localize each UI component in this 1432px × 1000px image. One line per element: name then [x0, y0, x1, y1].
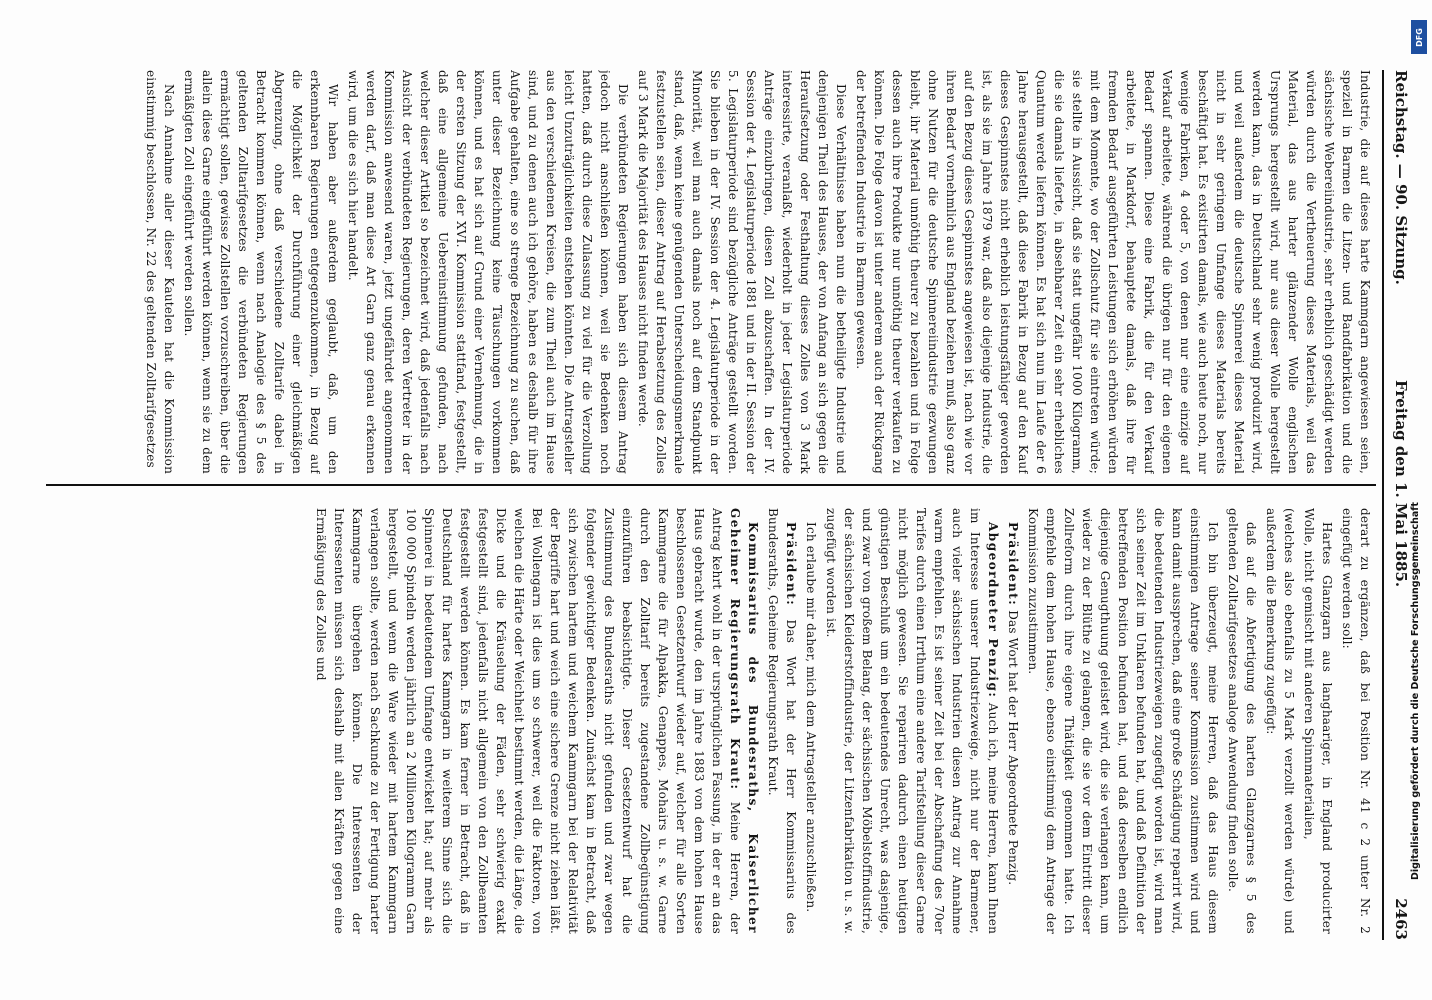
speech-text: Auch ich, meine Herren, kann Ihnen im Interesse unserer Industriezweige, nicht nur der Barmener, auch vieler sächsischen Industrien diesen Antrag zur Annahme warm empfehlen. Es ist seiner Zeit bei der Abschaffung des 70er Tarifes durch einen Irrthum eine andere Tarifstellung dieser Garne nicht möglich gewesen. Sie repariren dadurch einen heutigen günstigen Beschluß um ein bedeutendes Unrecht, was dasjenige, und zwar von großem Belang, der sächsischen Möbelstoffindustrie, der sächsischen Kleiderstoffindustrie, der Litzenfabrikation u. s. w. zugefügt worden ist. [824, 508, 1000, 934]
speech [822, 508, 1002, 934]
right-column [46, 508, 1374, 934]
paragraph: Ich erlaube mir daher, mich dem Antragsteller anzuschließen. [804, 522, 818, 913]
paragraph: Industrie, die auf dieses harte Kammgarn angewiesen seien, speziell in Barmen die Litzen- und Bandfabrikation und die sächsische Webereiindustrie, sehr erheblich geschädigt werden würden durch die Vertheuerung dieses Materials, weil das Material, das aus harter glänzender Wolle englischen Ursprungs hergestellt wird, nur aus dieser Wolle hergestellt werden kann, das in Deutschland sehr wenig produzirt wird, und weil außerdem die deutsche Spinnerei dieses Material nicht in sehr geringem Umfange dieses Materials bereits beschäftigt hat. Es existirten damals, wie auch heute noch, nur wenige Fabriken, 4 oder 5, von denen nur eine einzige auf Verkauf arbeitete, während die übrigen nur für den eigenen Bedarf spannen. Diese eine Fabrik, die für den Verkauf arbeitete, in Markdorf, behauptete damals, daß ihre für fremden Bedarf ausgeführten Leistungen sich erhöhen würden mit dem Momente, wo der Zollschutz für sie eintreten würde; sie stellte in Aussicht, daß sie statt ungefähr 1000 Kilogramm, die sie damals lieferte, in absehbarer Zeit ein sehr erhebliches Quantum werde liefern können. Es hat sich nun im Laufe der 6 Jahre herausgestellt, daß diese Fabrik in Bezug auf den Kauf dieses Gespinnstes nicht erheblich leistungsfähiger geworden ist, als sie im Jahre 1879 war, daß also diejenige Industrie, die auf den Bezug dieses Gespinnstes angewiesen ist, nach wie vor ihren Bedarf vornehmlich aus England beziehen muß, also ganz ohne Nutzen für die deutsche Spinnereiindustrie gezwungen bleibt, ihr Material unnöthig theurer zu bezahlen und in Folge dessen auch ihre Produkte nur unnöthig theurer verkaufen zu können. Die Folge davon ist unter anderem auch der Rückgang der betreffenden Industrie in Barmen gewesen. [854, 70, 1372, 474]
paragraph: Nach Annahme aller dieser Kautelen hat die Kommission einstimmig beschlossen, Nr. 22 des geltenden Zolltarifgesetzes [144, 70, 176, 474]
paragraph: Die verbündeten Regierungen haben sich diesem Antrag jedoch nicht anschließen können, weil sie Bedenken noch hatten, daß durch diese Zulassung zu viel für die Verzollung leicht Unzuträglichkeiten entstehen könnten. Die Antragsteller aus den verschiedenen Kreisen, die zum Theil auch im Hause sind, und zu denen auch ich gehöre, haben es deshalb für ihre Aufgabe gehalten, eine so strenge Bezeichnung zu suchen, daß unter dieser Bezeichnung keine Täuschungen vorkommen können, und es hat sich auf Grund einer Vernehmung, die in der ersten Sitzung der XVI. Kommission stattfand, festgestellt, daß eine allgemeine Uebereinstimmung gefunden, nach welcher dieser Artikel so bezeichnet wird, daß jedenfalls nach Ansicht der verbündeten Regierungen, deren Vertreter in der Kommission anwesend waren, jetzt ungefährdet angenommen werden darf, daß man diese Art Garn ganz genau erkennen wird, um die es sich hier handelt. [346, 70, 630, 474]
header-date: Freitag den 1. Mai 1885. [1392, 380, 1410, 588]
speech-text: Meine Herren, der Antrag kehrt wohl in der ursprünglichen Fassung, in der er an das Haus gebracht wurde, den im Jahre 1883 von dem hohen Hause beschlossenen Gesetzentwurf wieder auf, welcher für alle Sorten Kammgarne die für Alpakka, Genappes, Mohairs u. s. w. Garne durch den Zolltarif bereits zugestandene Zollbegünstigung einzuführen beabsichtigte. Dieser Gesetzentwurf hat die Zustimmung des Bundesraths nicht gefunden und zwar wegen folgender gewichtiger Bedenken. Zunächst kam in Betracht, daß sich zwischen hartem und weichem Kammgarn bei der Relativität der Begriffe hart und weich eine sichere Grenze nicht ziehen läßt. Bei Wollengarn ist dies um so schwerer, weil die Faktoren, von welchen die Härte oder Weichheit bestimmt werden, die Länge, die Dicke und die Kräuselung der Fäden, sehr schwierig exakt festgestellt sind, jedenfalls nicht allgemein von den Zollbeamten festgestellt werden können. Es kam ferner in Betracht, daß in Deutschland für hartes Kammgarn in weiterem Sinne sich die Spinnerei in bedeutendem Umfange entwickelt hat; auf mehr als 100 000 Spindeln werden jährlich an 2 Millionen Kilogramm Garn hergestellt, und wenn die Ware wieder mit hartem Kammgarn verlangen sollte, werden nach Sachkunde zu der Fertigung harter Kammgarne übergehen können. Die Interessenten der Interessenten müssen sich deshalb mit allen Kräften gegen eine Ermäßigung des Zolles und [314, 508, 742, 934]
column-divider [46, 484, 1376, 486]
paragraph: Ich bin überzeugt, meine Herren, daß das Haus diesem einstimmigen Antrage seiner Kommission zustimmen wird und kann damit aussprechen, daß eine große Schädigung reparirt wird, die bedeutenden Industriezweigen zugefügt worden ist, wird man sich seiner Zeit im Unklaren befunden hat, und daß Definition der betreffenden Position befunden hat, und daß derselben endlich diejenige Genugthuung geleistet wird, die sie verlangen kann, um wieder zu der Blüthe zu gelangen, die sie vor dem Eintritt dieser Zollreform durch ihre eigene Thätigkeit genommen hatte. Ich empfehle dem hohen Hause, ebenso einstimmig dem Antrage der Kommission zuzustimmen. [1026, 508, 1220, 934]
speech [764, 508, 800, 934]
digitization-watermark [1408, 20, 1432, 980]
speech-text: Das Wort hat der Herr Kommissarius des Bundesraths, Geheime Regierungsrath Kraut. [766, 508, 798, 934]
speech [1004, 508, 1022, 934]
quoted-text: Hartes Glanzgarn aus langhaariger, in England producirter Wolle, nicht gemischt mit anderen Spinnmaterialien, [1302, 508, 1334, 934]
paragraph: derart zu ergänzen, daß bei Position Nr. 41 c 2 unter Nr. 2 eingefügt werden soll: [1340, 508, 1372, 934]
document-page [16, 30, 1416, 970]
speaker-name: Präsident: [1006, 522, 1020, 607]
header-rule [1382, 70, 1384, 940]
dfg-logo [1411, 20, 1427, 54]
header-left: Reichstag. — 90. Sitzung. [1392, 70, 1410, 285]
paragraph: Wir haben aber außerdem geglaubt, daß, um den erkennbaren Regierungen entgegenzukommen, in Bezug auf die Möglichkeit der Durchführung einer gleichmäßigen Abgrenzung, ohne daß verschiedene Zolltarife dabei in Betracht kommen können, wenn nach Analogie des § 5 des geltenden Zolltarifgesetzes die verbündeten Regierungen ermächtigt sollen, gewisse Zollstellen vorzuschreiben, über die allein diese Garne eingeführt werden können, wenn sie zu dem ermäßigten Zoll eingeführt werden sollen. [182, 70, 340, 474]
paragraph: Diese Verhältnisse haben nun die betheiligte Industrie und denjenigen Theil des Hauses, der von Anfang an sich gegen die Heraufsetzung oder Festhaltung dieses Zolles von 3 Mark interessirte, veranlaßt, wiederholt in jeder Legislaturperiode Anträge einzubringen, diesen Zoll abzuschaffen. In der IV. Session der 4. Legislaturperiode 1881 und in der II. Session der 5. Legislaturperiode sind bezügliche Anträge gestellt worden. Sie blieben in der IV. Session der 4. Legislaturperiode in der Minorität, weil man auch damals noch auf dem Standpunkt stand, daß, wenn keine genügenden Unterscheidungsmerkmale festzustellen seien, dieser Antrag auf Herabsetzung des Zolles auf 3 Mark die Majorität des Hauses nicht finden werde. [636, 70, 848, 474]
speaker-name: Kommissarius des Bundesraths, Kaiserlicher Geheimer Regierungsrath Kraut: [728, 508, 760, 934]
speaker-name: Präsident: [784, 522, 798, 607]
page-number: 2463 [1392, 898, 1410, 940]
left-column [46, 70, 1374, 474]
paragraph: (welches also ebenfalls zu 5 Mark verzollt werden würde) und außerdem die Bemerkung zugefügt: [1264, 508, 1296, 934]
speech [312, 508, 762, 934]
speaker-name: Abgeordneter Penzig: [986, 522, 1000, 699]
page-header [1384, 70, 1410, 940]
dfg-logo-text: DFG [1414, 27, 1424, 47]
quoted-text: daß auf die Abfertigung des harten Glanzgarnes § 5 des geltenden Zolltarifgesetzes analoge Anwendung finden solle. [1226, 508, 1258, 934]
speech-text: Das Wort hat der Herr Abgeordnete Penzig. [1006, 610, 1020, 886]
watermark-text: Digitalisierung gefördert durch die Deutsche Forschungsgemeinschaft [1410, 502, 1421, 880]
